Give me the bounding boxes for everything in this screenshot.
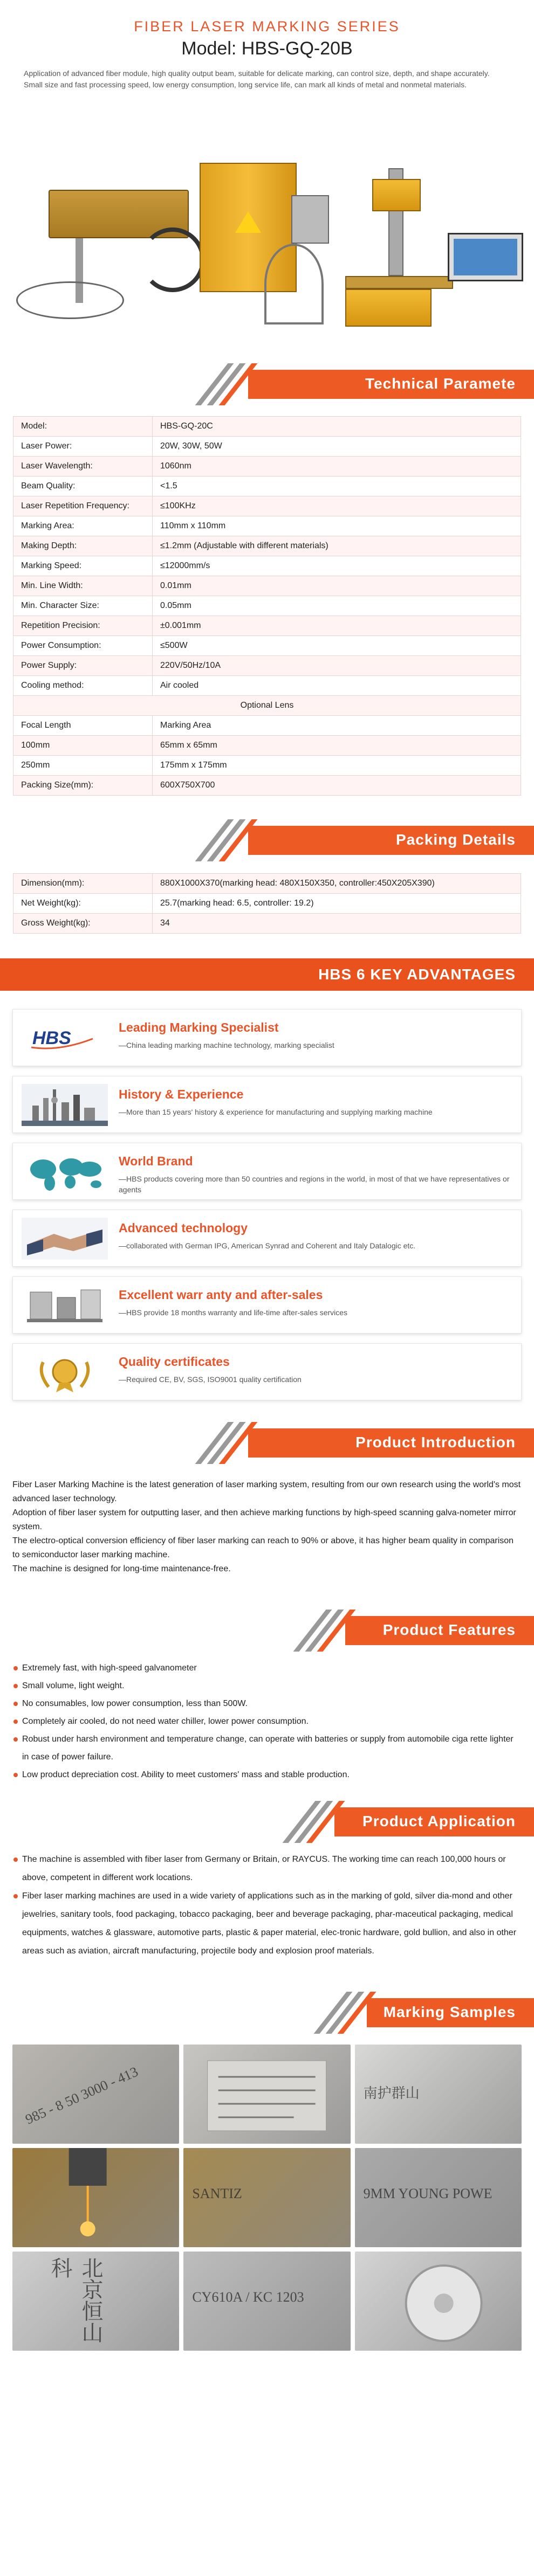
table-row xyxy=(13,417,521,437)
section-title-advantages: HBS 6 KEY ADVANTAGES xyxy=(318,966,516,983)
param-name: Marking Speed: xyxy=(13,556,153,576)
param-name: Beam Quality: xyxy=(13,476,153,496)
city-skyline-icon xyxy=(22,1084,108,1126)
lens-param-value: Marking Area xyxy=(153,716,521,736)
handheld-marker-machine xyxy=(16,190,210,330)
laser-beam-icon xyxy=(12,2148,179,2247)
sample-marking-text: CY610A / KC 1203 xyxy=(192,2289,304,2305)
param-name: Power Supply: xyxy=(13,656,153,676)
lens-param-name: Focal Length xyxy=(13,716,153,736)
param-value: 20W, 30W, 50W xyxy=(153,437,521,457)
advantage-card xyxy=(12,1276,522,1334)
technical-banner xyxy=(0,351,534,403)
table-row xyxy=(13,716,521,736)
sample-image xyxy=(183,2148,350,2247)
advantage-text: —Required CE, BV, SGS, ISO9001 quality certification xyxy=(119,1375,302,1384)
intro-paragraph: Fiber Laser Marking Machine is the latest generation of laser marking system, resulting from our own research using the world's most advanced laser technology. xyxy=(12,1480,521,1503)
sample-marking-text: 985 - 8 50 3000 - 413 xyxy=(23,2063,141,2128)
feature-item: Robust under harsh environment and temperature change, can operate with batteries or supply from automobile ciga rette lighter in case of power failure. xyxy=(12,1730,522,1766)
table-row xyxy=(13,496,521,516)
table-row xyxy=(13,874,521,894)
table-row xyxy=(13,476,521,496)
sample-marking-text: 北京恒山科 xyxy=(48,2257,103,2343)
hbs-logo-text: HBS xyxy=(32,1028,71,1048)
param-value: ≤1.2mm (Adjustable with different materials) xyxy=(153,536,521,556)
table-row xyxy=(13,636,521,656)
hero-machines-image xyxy=(11,103,523,341)
table-row xyxy=(13,656,521,676)
advantage-card xyxy=(12,1143,522,1200)
lens-param-value: 600X750X700 xyxy=(153,776,521,796)
param-value: 0.01mm xyxy=(153,576,521,596)
packing-name: Dimension(mm): xyxy=(13,874,153,894)
param-name: Model: xyxy=(13,417,153,437)
machines-icon xyxy=(22,1284,108,1327)
param-value: 220V/50Hz/10A xyxy=(153,656,521,676)
advantage-text: —China leading marking machine technology, marking specialist xyxy=(119,1041,334,1049)
param-value: 110mm x 110mm xyxy=(153,516,521,536)
table-row xyxy=(13,696,521,716)
desktop-marker-machine xyxy=(340,168,529,330)
table-row xyxy=(13,596,521,616)
advantage-title: History & Experience xyxy=(119,1087,244,1101)
saw-blade-icon xyxy=(355,2252,522,2351)
table-row xyxy=(13,894,521,914)
param-value: 0.05mm xyxy=(153,596,521,616)
packing-value: 34 xyxy=(153,914,521,934)
table-row xyxy=(13,676,521,696)
world-map-icon xyxy=(22,1151,108,1193)
sample-image xyxy=(355,2148,522,2247)
advantages-banner xyxy=(0,944,534,996)
sample-image xyxy=(355,2045,522,2144)
section-title-packing: Packing Details xyxy=(396,831,516,848)
section-title-technical: Technical Paramete xyxy=(365,375,516,392)
features-banner xyxy=(0,1598,534,1649)
param-name: Repetition Precision: xyxy=(13,616,153,636)
packing-table xyxy=(13,873,521,934)
table-row xyxy=(13,576,521,596)
optional-lens-label: Optional Lens xyxy=(13,696,521,716)
sample-image xyxy=(12,2252,179,2351)
table-row xyxy=(13,536,521,556)
packing-banner xyxy=(0,807,534,859)
param-value: ≤500W xyxy=(153,636,521,656)
advantage-title: Advanced technology xyxy=(119,1221,248,1235)
product-description: Application of advanced fiber module, high quality output beam, suitable for delicate marking, can control size, depth, and shape accurately. Small size and fast processing speed, low energy consumption, long service life, can mark all kinds of metal and nonmetal materials. xyxy=(24,69,490,89)
sample-image xyxy=(183,2045,350,2144)
param-name: Marking Area: xyxy=(13,516,153,536)
packing-value: 25.7(marking head: 6.5, controller: 19.2) xyxy=(153,894,521,914)
advantage-card xyxy=(12,1076,522,1133)
sample-marking-text: 南护群山 xyxy=(363,2085,420,2101)
feature-item: Small volume, light weight. xyxy=(12,1677,522,1695)
section-title-introduction: Product Introduction xyxy=(355,1434,516,1451)
table-row xyxy=(13,556,521,576)
table-row xyxy=(13,736,521,756)
advantages-list xyxy=(12,1009,522,1400)
lens-param-value: 175mm x 175mm xyxy=(153,756,521,776)
application-item: Fiber laser marking machines are used in a wide variety of applications such as in the marking of gold, silver dia-mond and other jewelries, sanitary tools, food packaging, tobacco packaging, beer and beverage packaging, phar-maceutical packaging, medical equipments, watches & glassware, automotive parts, plastic & paper material, elec-tronic hardware, gold bullion, and also in other areas such as aviation, aircraft manufacturing, projectile body and explosion proof materials. xyxy=(12,1887,522,1960)
advantage-text: —HBS products covering more than 50 countries and regions in the world, in most of that we have representatives or agents xyxy=(119,1175,510,1194)
table-row xyxy=(13,616,521,636)
table-row xyxy=(13,776,521,796)
feature-item: Extremely fast, with high-speed galvanometer xyxy=(12,1659,522,1677)
param-name: Min. Character Size: xyxy=(13,596,153,616)
introduction-text xyxy=(12,1478,522,1576)
model-title: Model: HBS-GQ-20B xyxy=(181,38,353,59)
page-header xyxy=(0,0,534,96)
lens-param-value: 65mm x 65mm xyxy=(153,736,521,756)
param-value: Air cooled xyxy=(153,676,521,696)
sample-image xyxy=(12,2045,179,2144)
application-banner xyxy=(0,1789,534,1841)
handshake-icon xyxy=(22,1218,108,1260)
advantage-card xyxy=(12,1210,522,1267)
advantage-title: World Brand xyxy=(119,1154,193,1168)
lens-param-name: 100mm xyxy=(13,736,153,756)
param-value: ≤12000mm/s xyxy=(153,556,521,576)
introduction-banner xyxy=(0,1410,534,1462)
param-value: ≤100KHz xyxy=(153,496,521,516)
advantage-text: —More than 15 years' history & experience for manufacturing and supplying marking machine xyxy=(119,1108,433,1116)
sample-marking-text: SANTIZ xyxy=(192,2186,242,2201)
features-list xyxy=(12,1659,522,1784)
table-row xyxy=(13,437,521,457)
advantage-title: Leading Marking Specialist xyxy=(119,1020,279,1034)
marking-samples-grid xyxy=(12,2045,522,2351)
nameplate-icon xyxy=(183,2045,350,2144)
sample-image xyxy=(355,2252,522,2351)
advantage-card xyxy=(12,1009,522,1066)
intro-paragraph: The machine is designed for long-time maintenance-free. xyxy=(12,1564,231,1573)
feature-item: No consumables, low power consumption, less than 500W. xyxy=(12,1695,522,1712)
sample-image xyxy=(12,2148,179,2247)
intro-paragraph: The electro-optical conversion efficiency of fiber laser marking can reach to 90% or above, it has higher beam quality in comparison to semiconductor laser marking machine. xyxy=(12,1536,514,1559)
param-name: Cooling method: xyxy=(13,676,153,696)
param-name: Laser Power: xyxy=(13,437,153,457)
param-value: HBS-GQ-20C xyxy=(153,417,521,437)
param-value: ±0.001mm xyxy=(153,616,521,636)
table-row xyxy=(13,756,521,776)
application-list xyxy=(12,1850,522,1960)
series-title: FIBER LASER MARKING SERIES xyxy=(134,18,400,34)
param-name: Power Consumption: xyxy=(13,636,153,656)
param-name: Making Depth: xyxy=(13,536,153,556)
sample-marking-text: 9MM YOUNG POWE xyxy=(363,2186,492,2201)
section-title-application: Product Application xyxy=(362,1813,516,1829)
table-row xyxy=(13,457,521,476)
sample-image xyxy=(183,2252,350,2351)
param-name: Min. Line Width: xyxy=(13,576,153,596)
section-title-samples: Marking Samples xyxy=(383,2004,516,2020)
application-item: The machine is assembled with fiber laser from Germany or Britain, or RAYCUS. The working time can reach 100,000 hours or above, competent in different work locations. xyxy=(12,1850,522,1887)
packing-name: Net Weight(kg): xyxy=(13,894,153,914)
param-value: 1060nm xyxy=(153,457,521,476)
advantage-text: —collaborated with German IPG, American Synrad and Coherent and Italy Datalogic etc. xyxy=(119,1241,416,1250)
table-row xyxy=(13,516,521,536)
feature-item: Low product depreciation cost. Ability to meet customers' mass and stable production. xyxy=(12,1766,522,1784)
packing-value: 880X1000X370(marking head: 480X150X350, controller:450X205X390) xyxy=(153,874,521,894)
intro-paragraph: Adoption of fiber laser system for outputting laser, and then achieve marking functions by high-speed scanning galva-nometer mirror system. xyxy=(12,1508,516,1531)
lens-param-name: Packing Size(mm): xyxy=(13,776,153,796)
cabinet-marker-machine xyxy=(200,163,329,324)
technical-table xyxy=(13,416,521,796)
param-name: Laser Wavelength: xyxy=(13,457,153,476)
table-row xyxy=(13,914,521,934)
advantage-text: —HBS provide 18 months warranty and life-time after-sales services xyxy=(119,1308,348,1317)
lens-param-name: 250mm xyxy=(13,756,153,776)
packing-name: Gross Weight(kg): xyxy=(13,914,153,934)
param-value: <1.5 xyxy=(153,476,521,496)
param-name: Laser Repetition Frequency: xyxy=(13,496,153,516)
advantage-title: Excellent warr anty and after-sales xyxy=(119,1288,323,1302)
laurel-badge-icon xyxy=(22,1351,108,1393)
feature-item: Completely air cooled, do not need water chiller, lower power consumption. xyxy=(12,1712,522,1730)
advantage-card xyxy=(12,1343,522,1400)
advantage-title: Quality certificates xyxy=(119,1355,230,1369)
samples-banner xyxy=(0,1980,534,2032)
section-title-features: Product Features xyxy=(382,1621,516,1638)
hbs-logo-icon xyxy=(22,1017,108,1059)
